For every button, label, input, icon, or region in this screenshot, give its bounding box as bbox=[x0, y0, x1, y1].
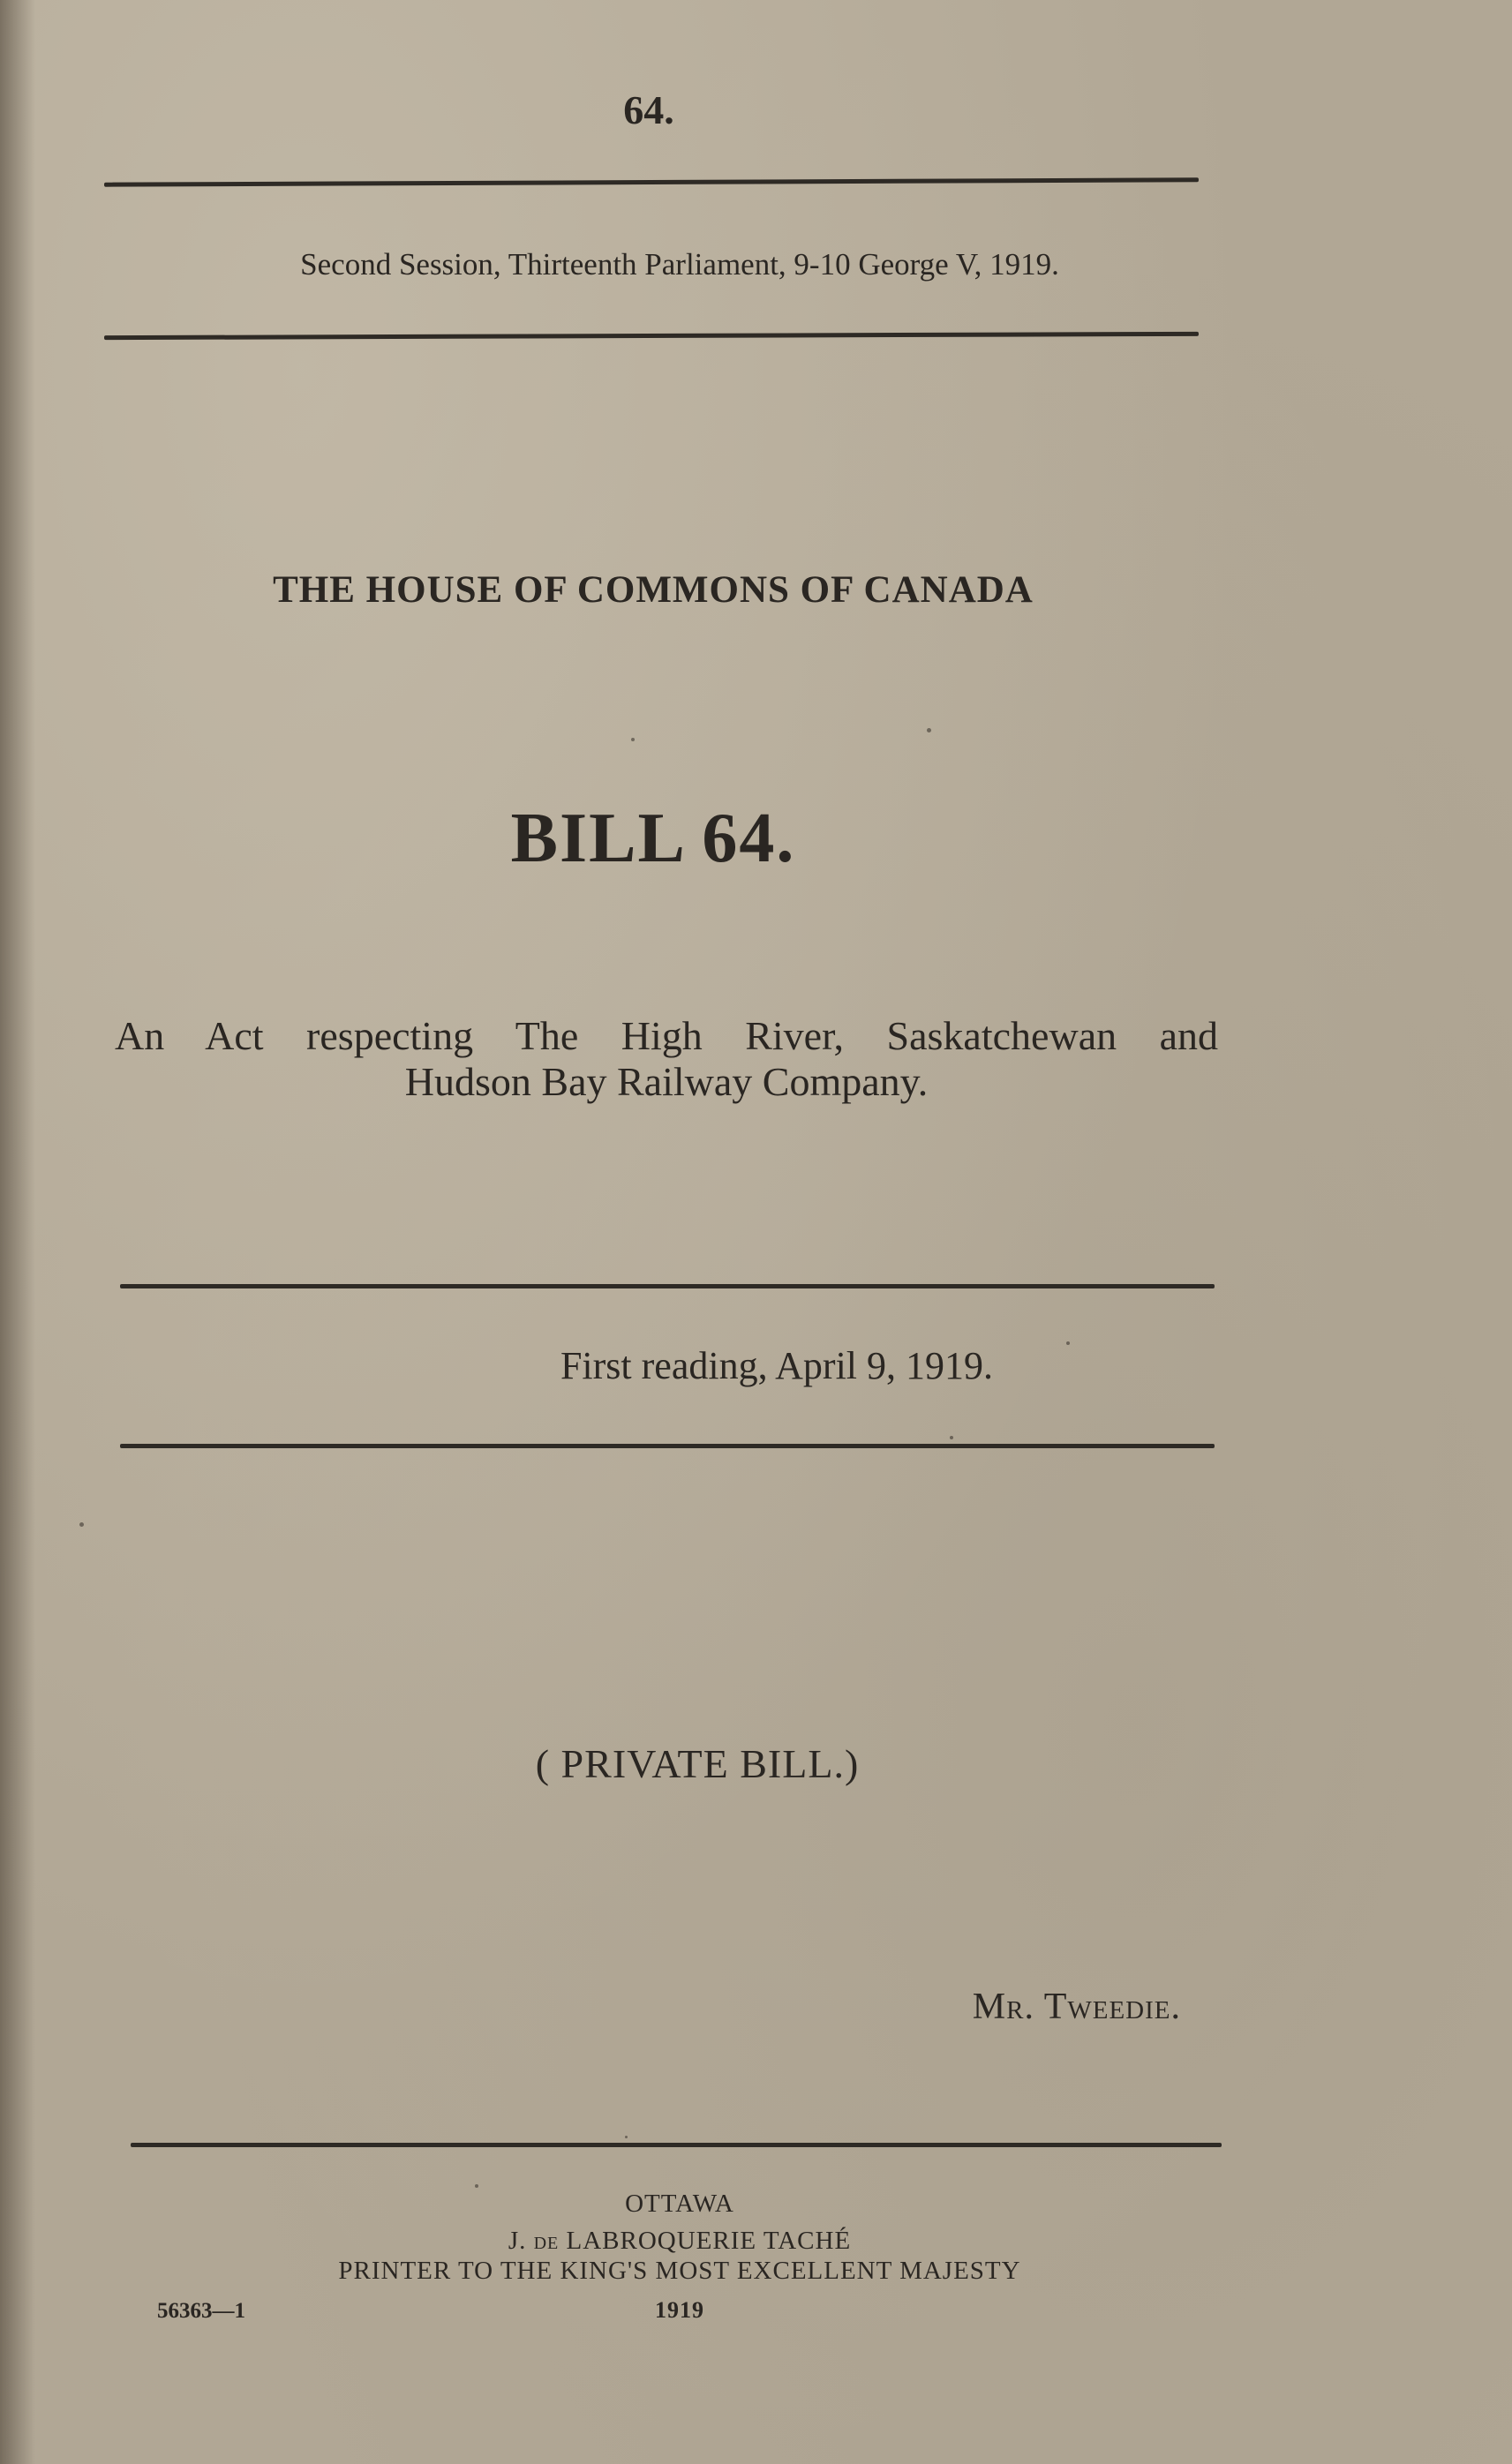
session-rule bbox=[104, 332, 1199, 340]
first-reading: First reading, April 9, 1919. bbox=[560, 1344, 994, 1387]
top-rule bbox=[104, 177, 1199, 186]
reading-top-rule bbox=[120, 1284, 1215, 1288]
page-edge-shadow bbox=[0, 0, 35, 2464]
sponsor-name: Mr. Tweedie. bbox=[972, 1987, 1181, 2027]
footer-year: 1919 bbox=[655, 2297, 704, 2323]
house-heading: THE HOUSE OF COMMONS OF CANADA bbox=[273, 569, 1034, 611]
print-code: 56363—1 bbox=[157, 2299, 245, 2323]
paper-speck bbox=[475, 2184, 478, 2188]
bill-title: BILL 64. bbox=[510, 800, 796, 877]
session-line: Second Session, Thirteenth Parliament, 9-10 George V, 1919. bbox=[300, 247, 1059, 282]
paper-speck bbox=[79, 1522, 84, 1527]
paper-speck bbox=[927, 728, 931, 732]
paper-speck bbox=[631, 738, 635, 741]
act-description-line2: Hudson Bay Railway Company. bbox=[404, 1059, 929, 1104]
paper-speck bbox=[625, 2136, 628, 2138]
bill-type: ( PRIVATE BILL.) bbox=[535, 1741, 860, 1786]
footer-city: OTTAWA bbox=[625, 2190, 734, 2218]
act-description-line1: An Act respecting The High River, Saskatchewan and bbox=[115, 1013, 1218, 1058]
reading-bottom-rule bbox=[120, 1444, 1215, 1448]
page-number: 64. bbox=[623, 87, 674, 132]
act-description bbox=[115, 1013, 1218, 1105]
paper-speck bbox=[1066, 1341, 1070, 1345]
footer-printer: J. de LABROQUERIE TACHÉ bbox=[508, 2227, 852, 2255]
paper-speck bbox=[950, 1436, 953, 1439]
footer-printer-title: PRINTER TO THE KING'S MOST EXCELLENT MAJESTY bbox=[338, 2257, 1021, 2285]
footer-rule bbox=[131, 2143, 1222, 2147]
